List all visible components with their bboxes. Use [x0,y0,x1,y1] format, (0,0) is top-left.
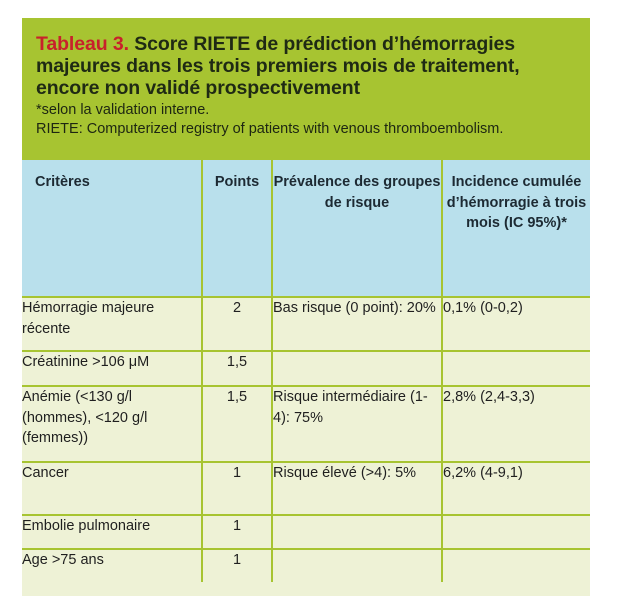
cell-incidence [442,351,590,386]
table-row [22,386,590,462]
validation-note: *selon la validation interne. [36,102,210,118]
header-points: Points [202,160,272,297]
header-row [22,160,590,297]
cell-critere: Age >75 ans [22,549,202,582]
cell-critere: Cancer [22,462,202,515]
cell-incidence [442,515,590,549]
table-row [22,462,590,515]
cell-incidence: 6,2% (4-9,1) [442,462,590,515]
cell-prevalence [272,515,442,549]
cell-incidence: 0,1% (0-0,2) [442,297,590,351]
header-criteres: Critères [22,160,202,297]
header-prevalence: Prévalence des groupes de risque [272,160,442,297]
cell-points: 1 [202,549,272,582]
cell-incidence: 2,8% (2,4-3,3) [442,386,590,462]
cell-incidence [442,549,590,582]
table-row [22,297,590,351]
cell-points: 2 [202,297,272,351]
cell-critere: Anémie (<130 g/l (hommes), <120 g/l (femmes)) [22,386,202,462]
table-title-text: Score RIETE de prédiction d’hémorragies majeures dans les trois premiers mois de traitement, encore non validé prospectivement [36,33,520,99]
cell-prevalence: Bas risque (0 point): 20% [272,297,442,351]
cell-prevalence: Risque élevé (>4): 5% [272,462,442,515]
cell-points: 1 [202,515,272,549]
table-row [22,515,590,549]
cell-prevalence [272,549,442,582]
cell-points: 1,5 [202,386,272,462]
cell-points: 1 [202,462,272,515]
acronym-note: RIETE: Computerized registry of patients with venous thromboembolism. [36,121,504,137]
table-caption [22,18,590,160]
table-row [22,351,590,386]
table-number: Tableau 3. [36,33,129,55]
cell-critere: Créatinine >106 μM [22,351,202,386]
header-incidence: Incidence cumulée d’hémorragie à trois mois (IC 95%)* [442,160,590,297]
riete-score-table [22,160,590,582]
table-panel [22,18,590,596]
table-row [22,549,590,582]
cell-critere: Embolie pulmonaire [22,515,202,549]
cell-critere: Hémorragie majeure récente [22,297,202,351]
cell-prevalence [272,351,442,386]
cell-prevalence: Risque intermédiaire (1-4): 75% [272,386,442,462]
cell-points: 1,5 [202,351,272,386]
table-title [36,33,576,99]
